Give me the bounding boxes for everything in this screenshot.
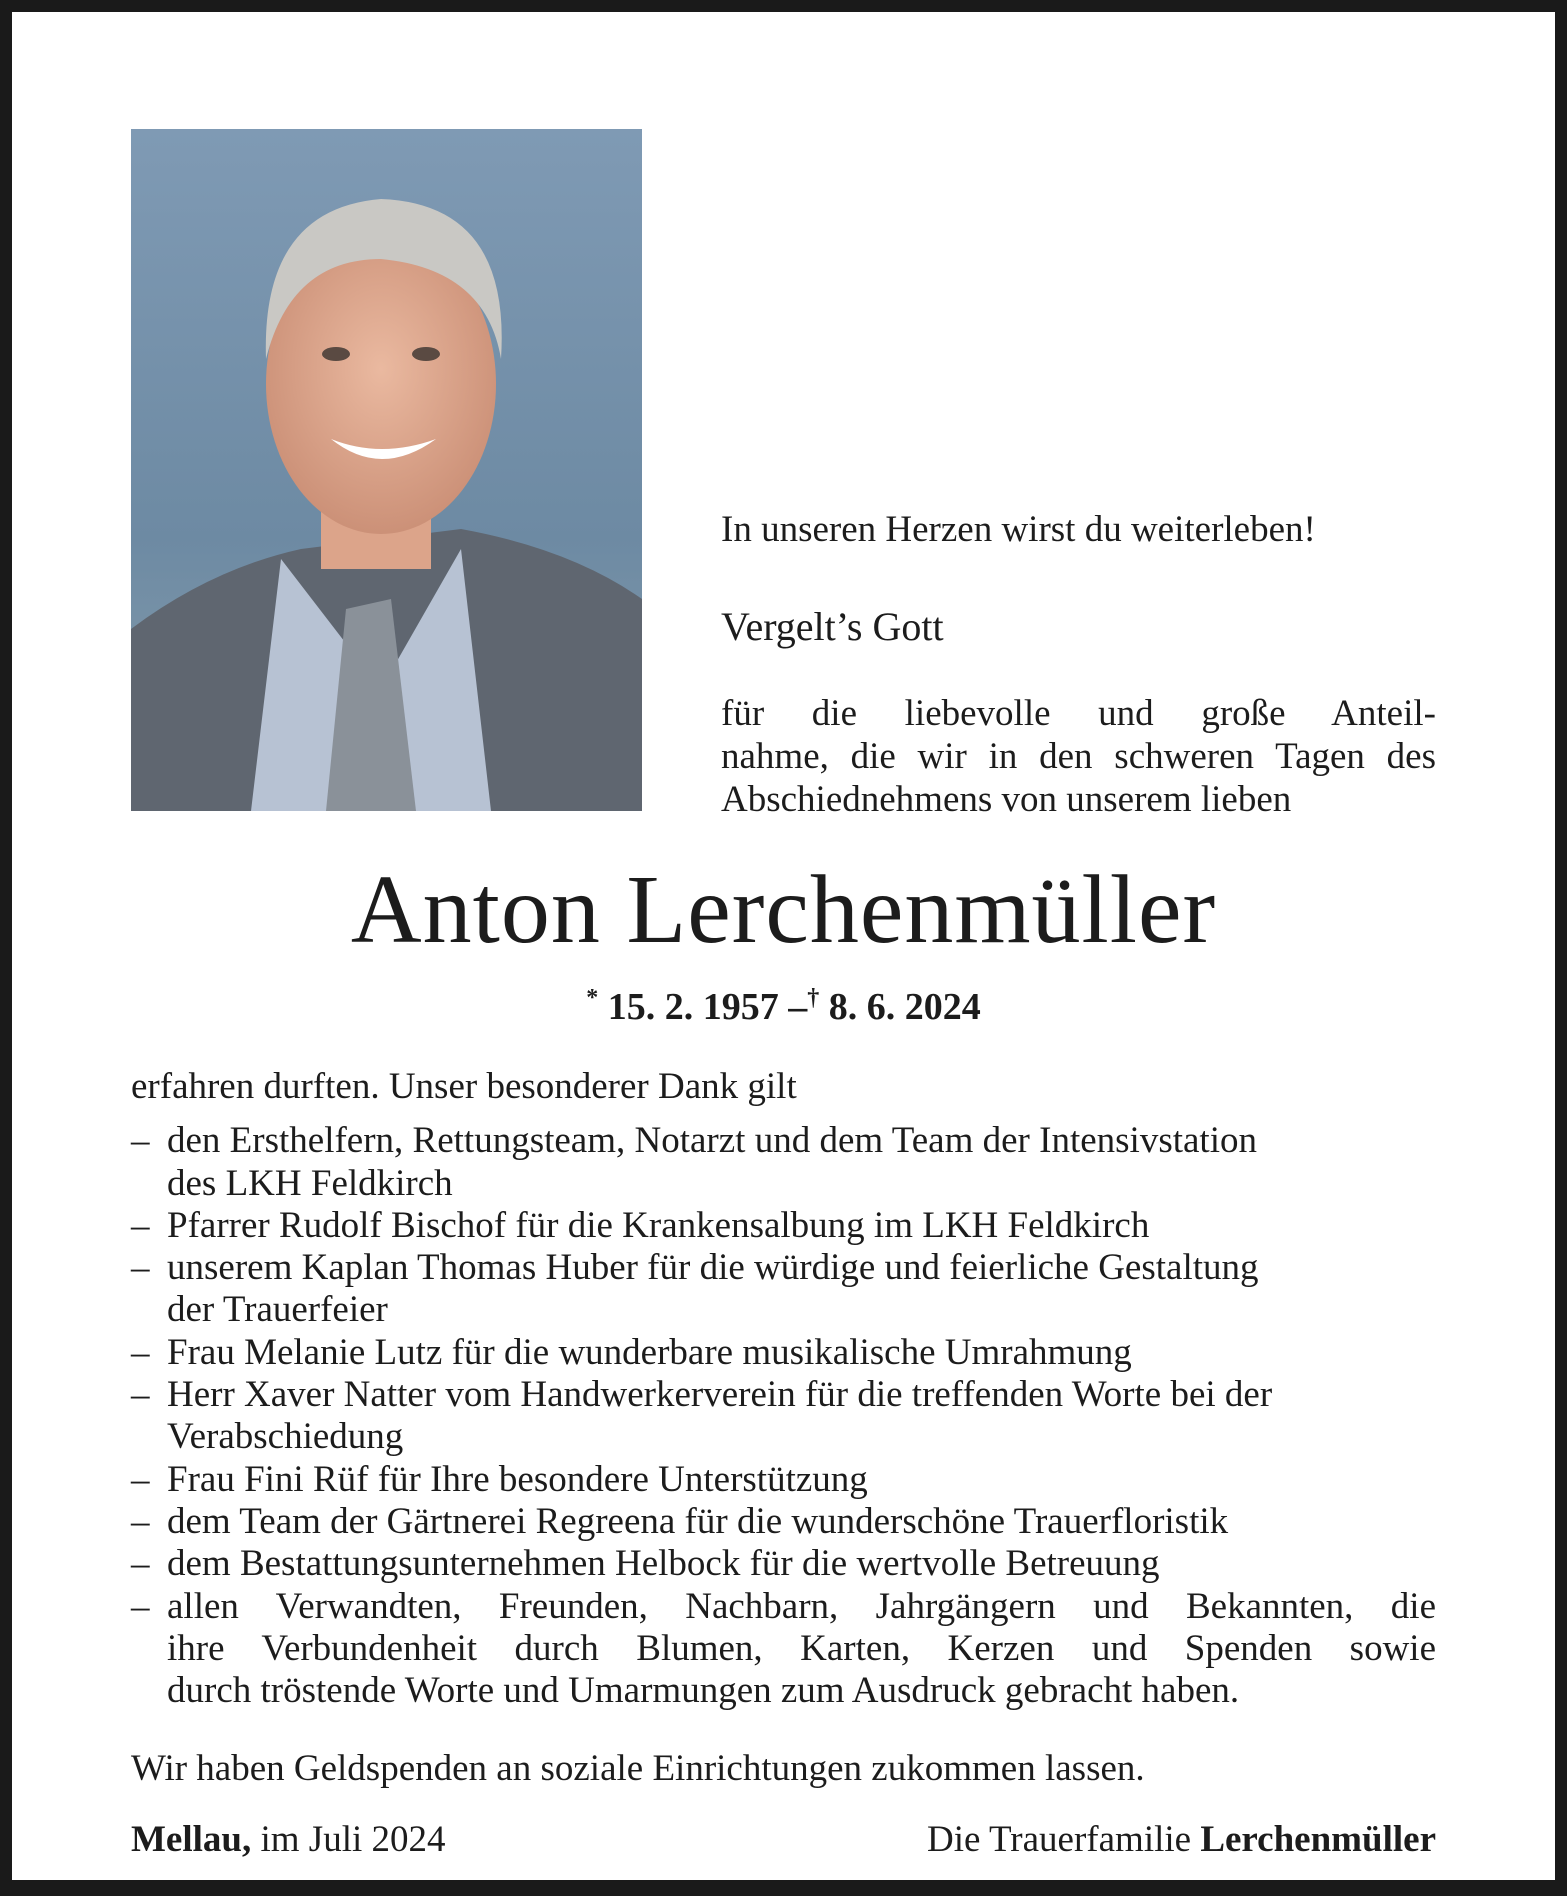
list-item-line: Frau Fini Rüf für Ihre besondere Unterstützung	[167, 1458, 868, 1500]
place: Mellau,	[131, 1819, 252, 1860]
dash-bullet: –	[131, 1500, 150, 1542]
list-item-line: dem Bestattungsunternehmen Helbock für die wertvolle Betreuung	[167, 1543, 1160, 1585]
deceased-name: Anton Lerchenmüller	[350, 856, 1217, 964]
list-item-line: durch tröstende Worte und Umarmungen zum Ausdruck gebracht haben.	[167, 1670, 1240, 1712]
dash-bullet: –	[131, 1331, 150, 1373]
motto: In unseren Herzen wirst du weiterleben!	[721, 509, 1316, 550]
dash-bullet: –	[131, 1247, 150, 1289]
family-name: Lerchenmüller	[1200, 1819, 1436, 1860]
date-separator: –	[788, 986, 808, 1028]
dash-bullet: –	[131, 1543, 150, 1585]
list-item-line: den Ersthelfern, Rettungsteam, Notarzt und dem Team der Intensivstation	[167, 1120, 1257, 1162]
signature-row	[131, 1818, 1436, 1861]
thanks-body	[131, 1066, 1436, 1791]
death-date: 8. 6. 2024	[828, 986, 981, 1028]
list-item	[131, 1501, 1436, 1543]
list-item	[131, 1332, 1436, 1374]
life-dates	[0, 985, 1567, 1029]
thanks-heading: Vergelt’s Gott	[721, 604, 944, 649]
list-item-line: Pfarrer Rudolf Bischof für die Krankensalbung im LKH Feldkirch	[167, 1204, 1150, 1246]
list-item-line: Frau Melanie Lutz für die wunderbare musikalische Umrahmung	[167, 1331, 1132, 1373]
list-item-line: Herr Xaver Natter vom Handwerkerverein für die treffenden Worte bei der	[167, 1374, 1273, 1416]
list-item-line: der Trauerfeier	[167, 1289, 388, 1331]
list-item	[131, 1586, 1436, 1713]
place-date	[131, 1818, 446, 1861]
family-signature	[927, 1818, 1436, 1861]
intro-line: Abschiednehmens von unserem lieben	[721, 779, 1292, 820]
thanks-lead: erfahren durften. Unser besonderer Dank gilt	[131, 1066, 797, 1107]
list-item	[131, 1247, 1436, 1332]
list-item-line: unserem Kaplan Thomas Huber für die würdige und feierliche Gestaltung	[167, 1247, 1259, 1289]
dash-bullet: –	[131, 1204, 150, 1246]
portrait-photo	[131, 129, 642, 811]
family-prefix: Die Trauerfamilie	[927, 1819, 1192, 1860]
intro-line: nahme, die wir in den schweren Tagen des	[721, 736, 1436, 777]
intro-paragraph	[721, 692, 1436, 821]
death-symbol: †	[807, 985, 820, 1011]
dash-bullet: –	[131, 1120, 150, 1162]
birth-date: 15. 2. 1957	[607, 986, 779, 1028]
birth-symbol: *	[586, 985, 599, 1011]
list-item	[131, 1543, 1436, 1585]
dash-bullet: –	[131, 1374, 150, 1416]
list-item-line: allen Verwandten, Freunden, Nachbarn, Jahrgängern und Bekannten, die	[167, 1585, 1436, 1627]
donation-note: Wir haben Geldspenden an soziale Einrichtungen zukommen lassen.	[131, 1748, 1145, 1790]
list-item	[131, 1374, 1436, 1459]
list-item-line: ihre Verbundenheit durch Blumen, Karten, Kerzen und Spenden sowie	[167, 1627, 1436, 1669]
dash-bullet: –	[131, 1585, 150, 1627]
intro-line: für die liebevolle und große Anteil-	[721, 693, 1436, 734]
list-item	[131, 1459, 1436, 1501]
dash-bullet: –	[131, 1458, 150, 1500]
list-item-line: Verabschiedung	[167, 1416, 404, 1458]
list-item	[131, 1205, 1436, 1247]
list-item-line: dem Team der Gärtnerei Regreena für die wunderschöne Trauerfloristik	[167, 1500, 1229, 1542]
list-item	[131, 1120, 1436, 1205]
list-item-line: des LKH Feldkirch	[167, 1162, 453, 1204]
thanks-list	[131, 1120, 1436, 1712]
date: im Juli 2024	[260, 1819, 446, 1860]
